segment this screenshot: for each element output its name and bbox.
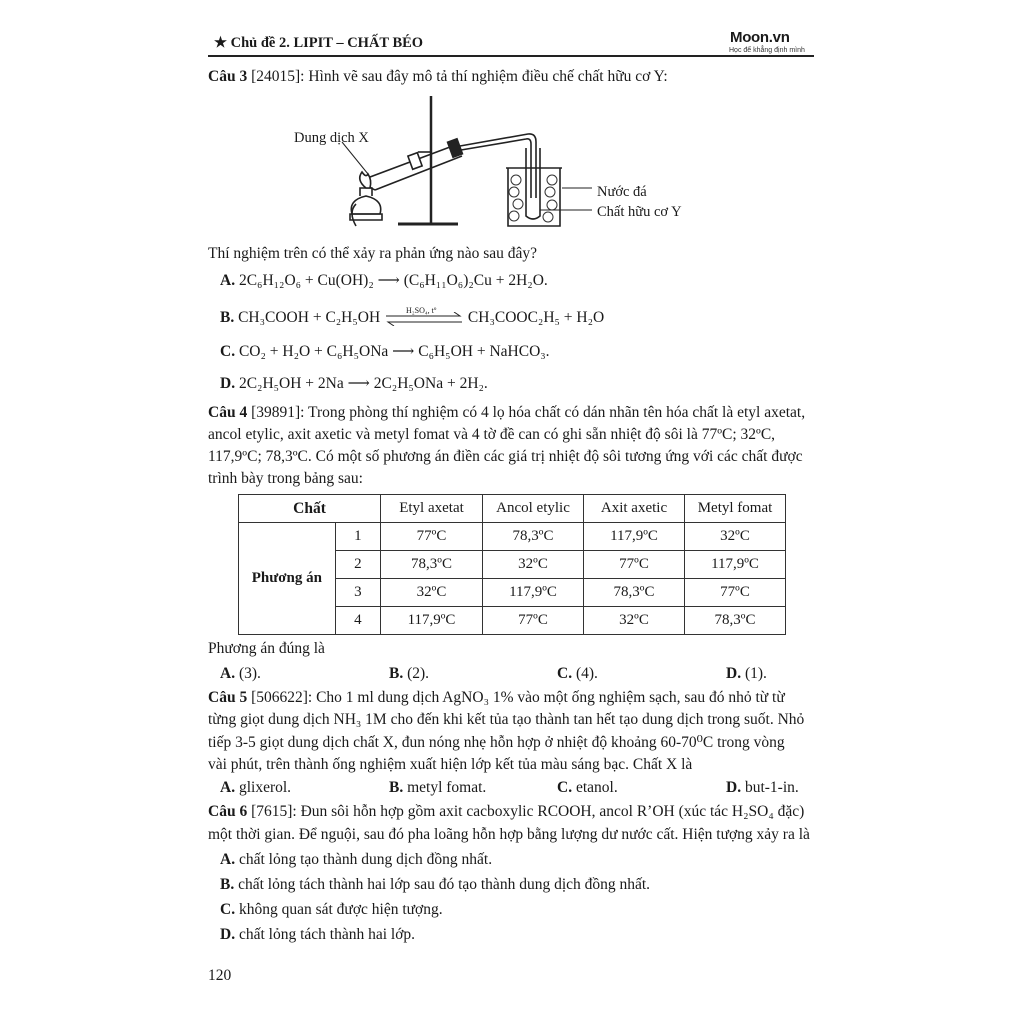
question-text: [39891]: Trong phòng thí nghiệm có 4 lọ hóa chất có dán nhãn tên hóa chất là etyl axetat, [247,404,806,421]
table-corner-header: Chất [239,495,381,523]
chapter-title [214,35,423,52]
boiling-point-table [238,494,786,635]
option-letter: B. [220,309,235,326]
option-letter: A. [220,851,236,868]
row-group-label: Phương án [239,523,336,635]
page-number: 120 [208,967,232,984]
option-text: chất lỏng tạo thành dung dịch đồng nhất. [238,851,493,868]
row-number: 2 [335,551,380,579]
table-cell: 78,3ºC [685,607,786,635]
question-number: Câu 5 [208,689,248,706]
option-letter: C. [557,779,573,796]
arrow-condition: H₂SO₄, tº [406,306,437,316]
option-letter: C. [220,343,236,360]
option-text: metyl fomat. [407,779,487,796]
option-letter: D. [726,779,742,796]
question-5-option-a [220,777,291,799]
option-letter: D. [220,375,236,392]
option-b-reactants: CH₃COOH + C₂H₅OH [238,309,381,326]
question-6-line-2: một thời gian. Để nguội, sau đó pha loãng hỗn hợp bằng lượng dư nước cất. Hiện tượng xảy ra là [208,826,810,843]
row-number: 3 [335,579,380,607]
option-text: (1). [744,665,767,682]
option-text: (2). [407,665,430,682]
question-4-line-2: ancol etylic, axit axetic và metyl fomat và 4 tờ đề can có ghi sẵn nhiệt độ sôi là 77ºC; 32ºC, [208,426,776,443]
table-cell: 77ºC [483,607,584,635]
option-b-products: CH₃COOC₂H₅ + H₂O [467,309,605,326]
question-3-option-c [220,341,550,363]
question-4-option-a [220,663,261,685]
table-cell: 78,3ºC [483,523,584,551]
table-cell: 78,3ºC [381,551,483,579]
figure-label-nuoc-da: Nước đá [597,184,647,200]
question-6-option-d [220,924,415,946]
question-number: Câu 3 [208,68,248,85]
option-letter: D. [726,665,742,682]
table-cell: 117,9ºC [584,523,685,551]
question-3-option-d [220,373,488,395]
option-text: (3). [238,665,261,682]
question-5-option-c [557,777,618,799]
question-text: [506622]: Cho 1 ml dung dịch AgNO₃ 1% vào một ống nghiệm sạch, sau đó nhỏ từ từ [247,689,785,706]
table-header-row [239,495,786,523]
row-number: 4 [335,607,380,635]
option-text: 2C₆H₁₂O₆ + Cu(OH)₂ ⟶ (C₆H₁₁O₆)₂Cu + 2H₂O. [238,272,548,289]
option-letter: C. [220,901,236,918]
reversible-arrow [384,306,464,325]
option-text: etanol. [575,779,618,796]
question-3-prompt: Thí nghiệm trên có thể xảy ra phản ứng nào sau đây? [208,245,538,262]
question-6-option-a [220,849,492,871]
option-letter: B. [389,665,404,682]
question-4-line-3: 117,9ºC; 78,3ºC. Có một số phương án điền các giá trị nhiệt độ sôi tương ứng với các chất được [208,448,803,465]
table-cell: 32ºC [381,579,483,607]
question-number: Câu 6 [208,803,248,820]
question-text: [7615]: Đun sôi hỗn hợp gồm axit cacboxylic RCOOH, ancol R’OH (xúc tác H₂SO₄ đặc) [247,803,805,820]
question-4-option-b [389,663,429,685]
question-6-option-c [220,899,443,921]
table-cell: 32ºC [483,551,584,579]
question-3-option-b [220,307,604,329]
figure-label-chat-huu-co-y: Chất hữu cơ Y [597,204,682,220]
question-6-line-1 [208,801,804,823]
question-6-option-b [220,874,650,896]
option-text: chất lỏng tách thành hai lớp sau đó tạo thành dung dịch đồng nhất. [238,876,651,893]
header-divider [208,55,814,57]
option-text: (4). [575,665,598,682]
question-number: Câu 4 [208,404,248,421]
chapter-title-text: Chủ đề 2. LIPIT – CHẤT BÉO [230,35,424,51]
question-5-option-b [389,777,486,799]
table-cell: 77ºC [584,551,685,579]
star-icon: ★ [214,35,227,51]
question-3-option-a [220,270,548,292]
option-text: không quan sát được hiện tượng. [238,901,443,918]
option-text: CO₂ + H₂O + C₆H₅ONa ⟶ C₆H₅OH + NaHCO₃. [238,343,550,360]
question-4-line-4: trình bày trong bảng sau: [208,470,363,487]
option-text: but-1-in. [744,779,799,796]
column-header: Ancol etylic [483,495,584,523]
question-id: [24015] [251,68,301,85]
option-letter: B. [389,779,404,796]
question-5-line-3: tiếp 3-5 giọt dung dịch chất X, đun nóng nhẹ hỗn hợp ở nhiệt độ khoảng 60-70⁰C trong vòng [208,734,785,751]
question-text: : Hình vẽ sau đây mô tả thí nghiệm điều chế chất hữu cơ Y: [300,68,668,85]
table-cell: 117,9ºC [685,551,786,579]
option-letter: B. [220,876,235,893]
question-3-heading [208,66,668,88]
column-header: Axit axetic [584,495,685,523]
question-4-after-table: Phương án đúng là [208,640,325,657]
row-number: 1 [335,523,380,551]
table-cell: 32ºC [685,523,786,551]
question-5-line-4: vài phút, trên thành ống nghiệm xuất hiện lớp kết tủa màu sáng bạc. Chất X là [208,756,693,773]
option-text: chất lỏng tách thành hai lớp. [238,926,416,943]
table-cell: 77ºC [381,523,483,551]
table-cell: 78,3ºC [584,579,685,607]
figure-label-dung-dich-x: Dung dịch X [294,130,369,146]
question-5-line-2: từng giọt dung dịch NH₃ 1M cho đến khi kết tủa tạo thành tan hết tạo dung dịch trong suốt. Nhỏ [208,711,805,728]
table-cell: 117,9ºC [483,579,584,607]
option-text: 2C₂H₅OH + 2Na ⟶ 2C₂H₅ONa + 2H₂. [238,375,488,392]
option-letter: A. [220,665,236,682]
question-4-option-c [557,663,598,685]
column-header: Metyl fomat [685,495,786,523]
table-cell: 32ºC [584,607,685,635]
question-4-line-1 [208,402,805,424]
option-letter: C. [557,665,573,682]
table-row [239,523,786,551]
question-5-line-1 [208,687,785,709]
option-text: glixerol. [238,779,292,796]
column-header: Etyl axetat [381,495,483,523]
option-letter: A. [220,272,236,289]
option-letter: D. [220,926,236,943]
option-letter: A. [220,779,236,796]
table-cell: 77ºC [685,579,786,607]
table-cell: 117,9ºC [381,607,483,635]
moon-logo: Moon.vn [730,29,790,46]
logo-tagline: Học để khẳng định mình [729,47,805,54]
question-5-option-d [726,777,799,799]
question-4-option-d [726,663,767,685]
